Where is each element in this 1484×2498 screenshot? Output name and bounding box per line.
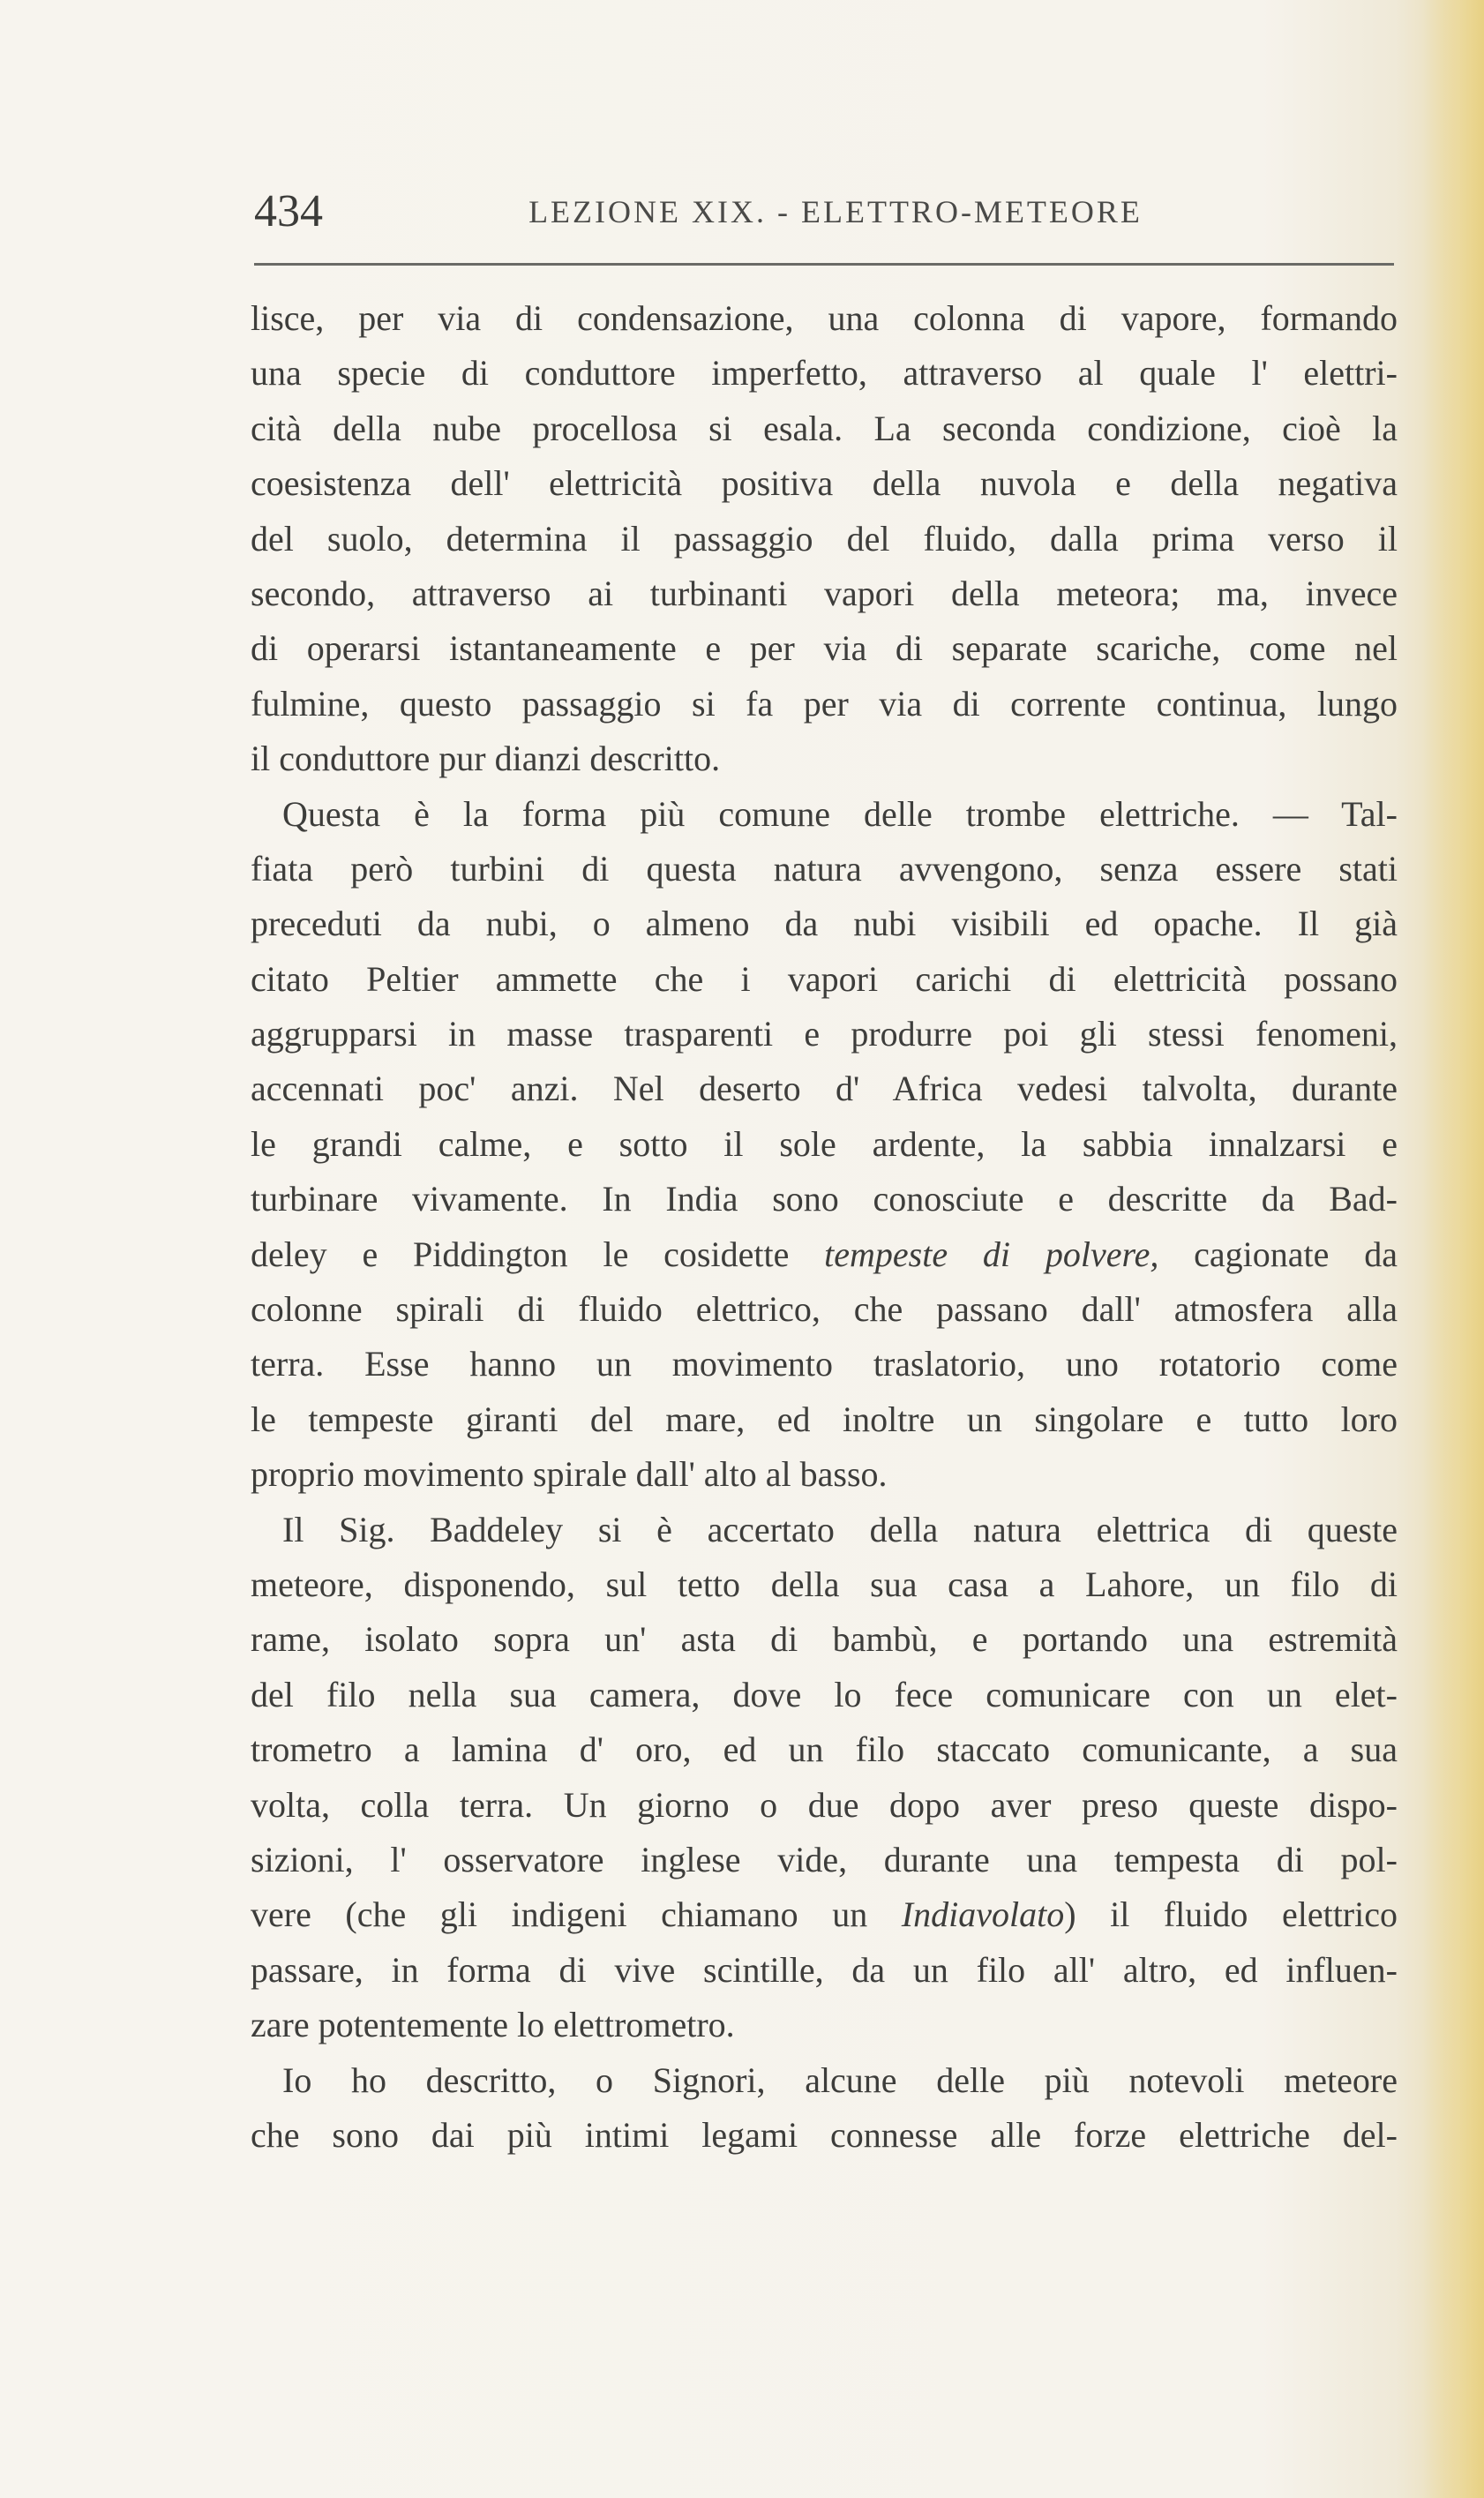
text-line: fulmine, questo passaggio si fa per via di corrente continua, lungo	[251, 683, 1398, 724]
text-line: cità della nube procellosa si esala. La seconda condizione, cioè la	[251, 408, 1398, 448]
text-line: le grandi calme, e sotto il sole ardente, la sabbia innalzarsi e	[251, 1123, 1398, 1164]
text-line: accennati poc' anzi. Nel deserto d' Africa vedesi talvolta, durante	[251, 1069, 1398, 1109]
text-line: citato Peltier ammette che i vapori carichi di elettricità possano	[251, 958, 1398, 999]
text-line: di operarsi istantaneamente e per via di separate scariche, come nel	[251, 628, 1398, 669]
text-line: trometro a lamina d' oro, ed un filo staccato comunicante, a sua	[251, 1729, 1398, 1770]
text-line: fiata però turbini di questa natura avvengono, senza essere stati	[251, 848, 1398, 889]
italic-phrase: Indiavolato	[901, 1894, 1065, 1935]
text-line: del filo nella sua camera, dove lo fece comunicare con un elet-	[251, 1674, 1398, 1714]
text-line: turbinare vivamente. In India sono conosciute e descritte da Bad-	[251, 1179, 1398, 1219]
text-line: una specie di conduttore imperfetto, attraverso al quale l' elettri-	[251, 353, 1398, 394]
text-line: colonne spirali di fluido elettrico, che passano dall' atmosfera alla	[251, 1289, 1398, 1330]
text-line: rame, isolato sopra un' asta di bambù, e portando una estremità	[251, 1619, 1398, 1660]
text-line: zare potentemente lo elettrometro.	[251, 2005, 735, 2045]
text-line: il conduttore pur dianzi descritto.	[251, 739, 721, 779]
paragraph-start-line: Il Sig. Baddeley si è accertato della natura elettrica di queste	[282, 1509, 1398, 1549]
page-number: 434	[254, 186, 323, 236]
text-line: secondo, attraverso ai turbinanti vapori della meteora; ma, invece	[251, 573, 1398, 613]
text-line: del suolo, determina il passaggio del fluido, dalla prima verso il	[251, 518, 1398, 559]
page-header	[254, 181, 1417, 243]
text-line: vere (che gli indigeni chiamano un Indiavolato) il fluido elettrico	[251, 1894, 1398, 1935]
text-line: meteore, disponendo, sul tetto della sua casa a Lahore, un filo di	[251, 1564, 1398, 1604]
text-line: deley e Piddington le cosidette tempeste di polvere, cagionate da	[251, 1234, 1398, 1274]
italic-phrase: tempeste di polvere,	[824, 1234, 1159, 1274]
page-edge-discoloration	[1422, 0, 1484, 2498]
text-line: coesistenza dell' elettricità positiva della nuvola e della negativa	[251, 463, 1398, 504]
text-line: sizioni, l' osservatore inglese vide, durante una tempesta di pol-	[251, 1839, 1398, 1879]
text-line: proprio movimento spirale dall' alto al basso.	[251, 1454, 888, 1495]
text-line: terra. Esse hanno un movimento traslatorio, uno rotatorio come	[251, 1344, 1398, 1384]
text-line: aggrupparsi in masse trasparenti e produrre poi gli stessi fenomeni,	[251, 1014, 1398, 1054]
text-line: lisce, per via di condensazione, una colonna di vapore, formando	[251, 298, 1398, 338]
running-head: LEZIONE XIX. - ELETTRO-METEORE	[528, 194, 1143, 229]
text-line: volta, colla terra. Un giorno o due dopo aver preso queste dispo-	[251, 1784, 1398, 1825]
body-text	[251, 291, 1398, 2163]
header-rule	[254, 263, 1394, 266]
text-line: passare, in forma di vive scintille, da un filo all' altro, ed influen-	[251, 1949, 1398, 1990]
text-line: preceduti da nubi, o almeno da nubi visibili ed opache. Il già	[251, 904, 1398, 944]
text-line: che sono dai più intimi legami connesse alle forze elettriche del-	[251, 2114, 1398, 2155]
paragraph-start-line: Questa è la forma più comune delle trombe elettriche. — Tal-	[282, 793, 1398, 834]
text-line: le tempeste giranti del mare, ed inoltre un singolare e tutto loro	[251, 1399, 1398, 1439]
paragraph-start-line: Io ho descritto, o Signori, alcune delle più notevoli meteore	[282, 2059, 1398, 2100]
